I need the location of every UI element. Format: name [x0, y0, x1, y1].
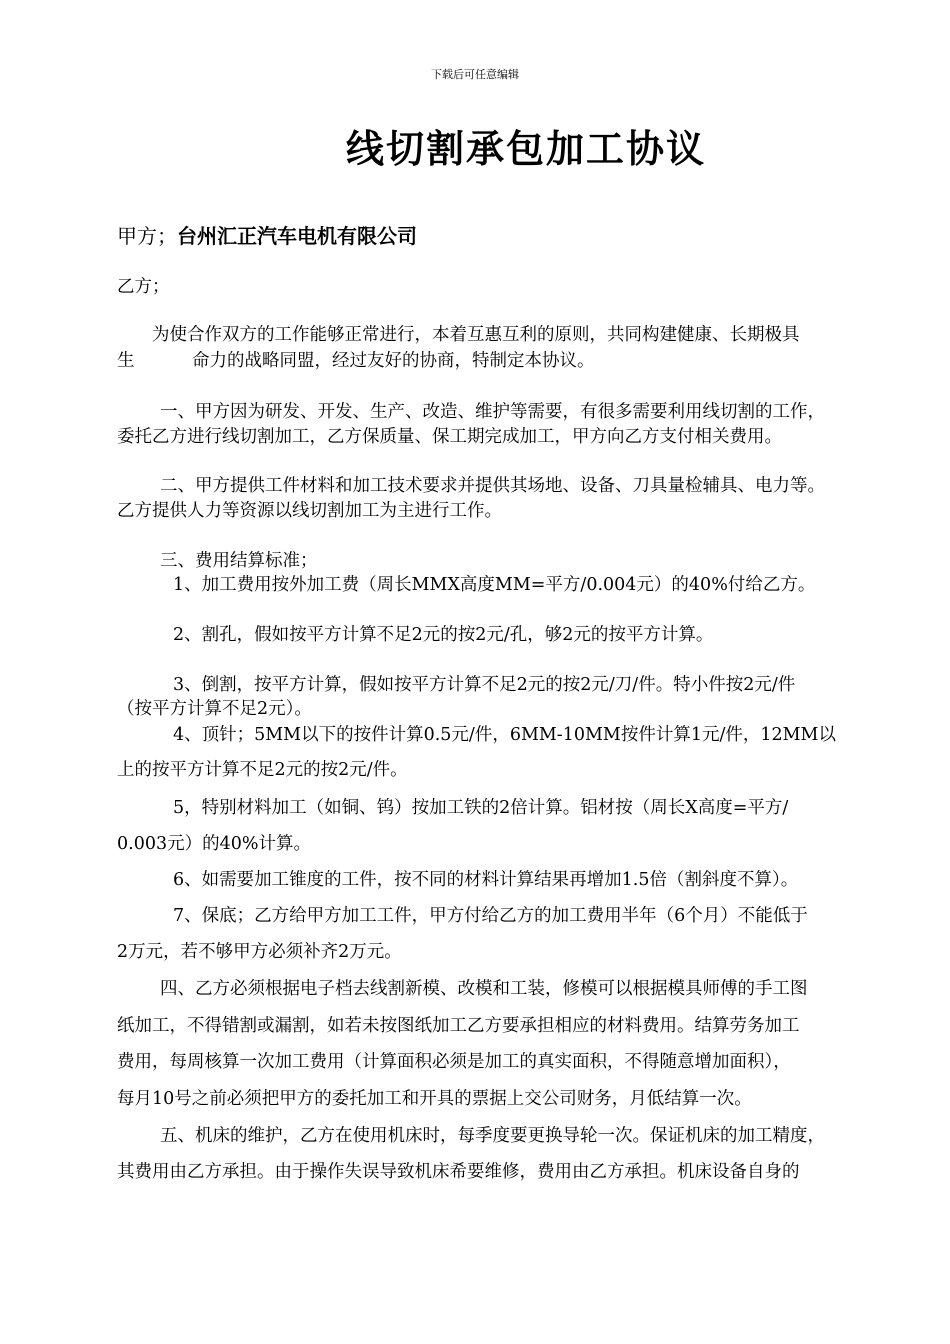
paragraph-line: 每月10号之前必须把甲方的委托加工和开具的票据上交公司财务，月低结算一次。	[117, 1089, 752, 1109]
paragraph-line: 上的按平方计算不足2元的按2元/件。	[117, 760, 408, 780]
paragraph-line: 2万元，若不够甲方必须补齐2万元。	[117, 942, 402, 962]
paragraph-line: 三、费用结算标准；	[160, 551, 318, 571]
paragraph-line: 2、割孔，假如按平方计算不足2元的按2元/孔，够2元的按平方计算。	[173, 625, 714, 645]
paragraph-line: 1、加工费用按外加工费（周长MMX高度MM=平方/0.004元）的40%付给乙方。	[173, 575, 816, 595]
paragraph-line: 其费用由乙方承担。由于操作失误导致机床希要维修，费用由乙方承担。机床设备自身的	[117, 1162, 800, 1182]
paragraph-line: 3、倒割，按平方计算，假如按平方计算不足2元的按2元/刀/件。特小件按2元/件	[173, 675, 796, 695]
paragraph-line: 一、甲方因为研发、开发、生产、改造、维护等需要，有很多需要利用线切割的工作，	[160, 402, 825, 422]
paragraph-line: 0.003元）的40%计算。	[117, 834, 311, 854]
header-note: 下载后可任意编辑	[431, 68, 519, 81]
paragraph-line: 二、甲方提供工件材料和加工技术要求并提供其场地、设备、刀具量检辅具、电力等。	[160, 476, 825, 496]
document-title: 线切割承包加工协议	[346, 127, 707, 171]
party-a	[117, 224, 417, 248]
party-a-label: 甲方；	[117, 224, 177, 248]
paragraph-line: 命力的战略同盟，经过友好的协商，特制定本协议。	[192, 351, 595, 371]
paragraph-line: 乙方提供人力等资源以线切割加工为主进行工作。	[117, 501, 502, 521]
paragraph-line: 为使合作双方的工作能够正常进行，本着互惠互利的原则，共同构建健康、长期极具	[152, 325, 800, 345]
paragraph-line: 5，特别材料加工（如铜、钨）按加工铁的2倍计算。铝材按（周长X高度=平方/	[173, 798, 789, 818]
party-b: 乙方；	[117, 277, 170, 297]
paragraph-line: 生	[117, 351, 135, 371]
party-a-name: 台州汇正汽车电机有限公司	[177, 224, 417, 248]
paragraph-line: 纸加工，不得错割或漏割，如若未按图纸加工乙方要承担相应的材料费用。结算劳务加工	[117, 1016, 800, 1036]
paragraph-line: 委托乙方进行线切割加工，乙方保质量、保工期完成加工，甲方向乙方支付相关费用。	[117, 427, 782, 447]
paragraph-line: 四、乙方必须根据电子档去线割新模、改模和工装，修模可以根据模具师傅的手工图	[160, 979, 808, 999]
paragraph-line: 4、顶针；5MM以下的按件计算0.5元/件，6MM-10MM按件计算1元/件，12MM以	[173, 725, 836, 745]
paragraph-line: 7、保底；乙方给甲方加工工件，甲方付给乙方的加工费用半年（6个月）不能低于	[173, 906, 808, 926]
paragraph-line: 五、机床的维护，乙方在使用机床时，每季度要更换导轮一次。保证机床的加工精度，	[160, 1126, 825, 1146]
paragraph-line: （按平方计算不足2元）。	[117, 699, 312, 719]
paragraph-line: 6、如需要加工锥度的工件，按不同的材料计算结果再增加1.5倍（割斜度不算）。	[173, 870, 799, 890]
paragraph-line: 费用，每周核算一次加工费用（计算面积必须是加工的真实面积，不得随意增加面积），	[117, 1052, 791, 1072]
